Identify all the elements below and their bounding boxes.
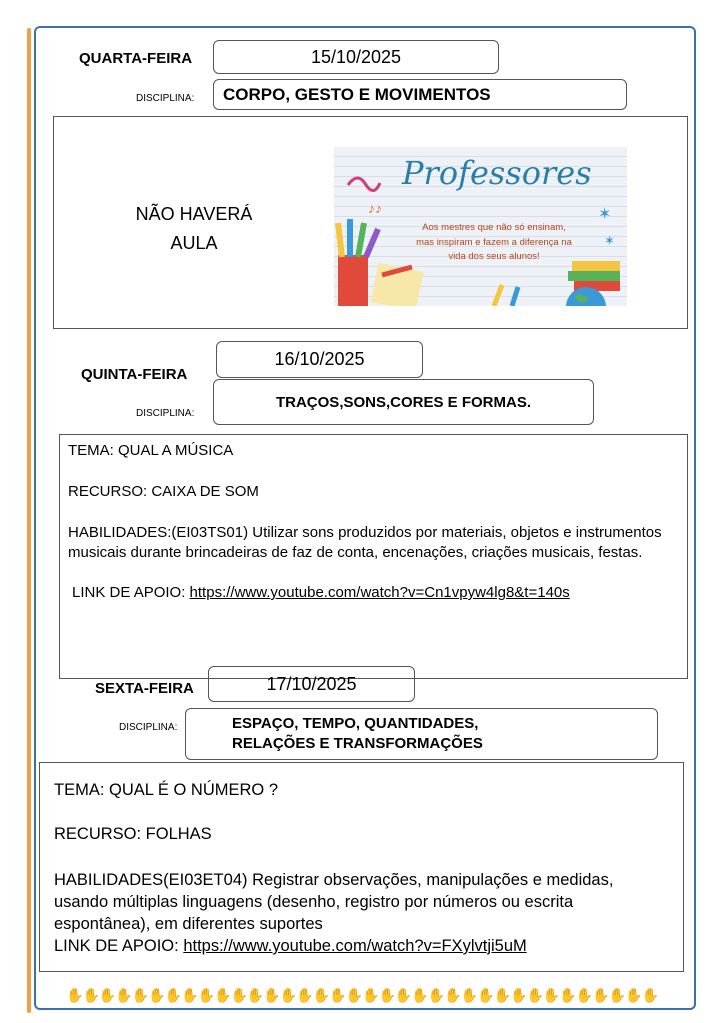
thursday-discipline-label: DISCIPLINA: [136, 408, 195, 419]
pencil-cup-icon [338, 255, 368, 306]
hand-icon: ✋ [296, 987, 313, 1004]
hand-icon: ✋ [230, 987, 247, 1004]
hand-icon: ✋ [148, 987, 165, 1004]
squiggle-decoration [348, 178, 380, 191]
poster-line1: Aos mestres que não só ensinam, [422, 222, 566, 233]
hand-icon: ✋ [329, 987, 346, 1004]
friday-discipline-label: DISCIPLINA: [119, 722, 178, 733]
friday-discipline-line2: RELAÇÕES E TRANSFORMAÇÕES [232, 735, 483, 752]
hand-icon: ✋ [362, 987, 379, 1004]
wednesday-date-text: 15/10/2025 [310, 46, 402, 67]
hand-icon: ✋ [411, 987, 428, 1004]
hand-group-icon [461, 987, 527, 1004]
thursday-date [216, 341, 423, 378]
thursday-discipline [213, 379, 594, 425]
friday-discipline [185, 708, 658, 760]
hand-icon: ✋ [115, 987, 132, 1004]
wednesday-discipline-text: CORPO, GESTO E MOVIMENTOS [223, 84, 491, 104]
hand-icon: ✋ [246, 987, 264, 1004]
no-class-line2: AULA [170, 233, 218, 253]
hand-icon: ✋ [345, 987, 362, 1004]
colorful-hands-border [66, 985, 658, 1005]
hand-icon: ✋ [427, 987, 445, 1004]
wednesday-discipline [213, 79, 627, 110]
hand-group-icon [66, 987, 132, 1004]
wednesday-day-label: QUARTA-FEIRA [79, 50, 193, 67]
wednesday-date [213, 40, 499, 74]
hand-icon: ✋ [559, 987, 576, 1004]
hand-icon: ✋ [608, 987, 626, 1004]
orange-border-accent [27, 28, 31, 1013]
thursday-support-link-row [68, 583, 679, 603]
hand-icon: ✋ [378, 987, 395, 1004]
thursday-date-text: 16/10/2025 [274, 349, 365, 369]
hand-icon: ✋ [592, 987, 609, 1004]
hand-group-icon [395, 987, 461, 1004]
friday-discipline-line1: ESPAÇO, TEMPO, QUANTIDADES, [232, 715, 479, 732]
teachers-day-poster [334, 147, 627, 306]
thursday-skills: HABILIDADES:(EI03TS01) Utilizar sons produzidos por materiais, objetos e instrumentos musicais durante brincadeiras de faz de conta, encenações, criações musicais, festas. [68, 524, 662, 561]
thursday-day-label: QUINTA-FEIRA [81, 366, 188, 383]
hand-group-icon [329, 987, 395, 1004]
friday-day-label: SEXTA-FEIRA [95, 680, 194, 697]
friday-theme: TEMA: QUAL É O NÚMERO ? [54, 781, 279, 799]
friday-support-link[interactable]: https://www.youtube.com/watch?v=FXylvtji5uM [183, 937, 527, 955]
hand-icon: ✋ [82, 987, 99, 1004]
thursday-discipline-text: TRAÇOS,SONS,CORES E FORMAS. [275, 393, 532, 411]
pencil-purple-icon [366, 229, 378, 257]
friday-link-label: LINK DE APOIO: [54, 937, 179, 955]
hand-icon: ✋ [575, 987, 593, 1004]
poster-line3: vida dos seus alunos! [448, 251, 540, 262]
friday-skills: HABILIDADES(EI03ET04) Registrar observações, manipulações e medidas, usando múltiplas linguagens (desenho, registro por números ou escrita espontânea), em diferentes suportes [54, 871, 614, 933]
hand-icon: ✋ [510, 987, 527, 1004]
hand-icon: ✋ [197, 987, 214, 1004]
hand-icon: ✋ [66, 987, 83, 1004]
friday-support-link-row [54, 935, 669, 957]
no-class-notice [110, 200, 278, 258]
hand-group-icon [592, 987, 658, 1004]
book-green-icon [568, 271, 620, 281]
hand-group-icon [198, 987, 264, 1004]
hand-icon: ✋ [98, 987, 116, 1004]
music-note-decoration: ♪♪ [368, 200, 382, 216]
hand-icon: ✋ [164, 987, 182, 1004]
crayon-blue-icon [512, 287, 518, 306]
no-class-line1: NÃO HAVERÁ [135, 204, 253, 224]
thursday-theme: TEMA: QUAL A MÚSICA [68, 442, 234, 459]
hand-icon: ✋ [181, 987, 198, 1004]
hand-icon: ✋ [444, 987, 461, 1004]
friday-date-text: 17/10/2025 [266, 673, 357, 694]
friday-resource: RECURSO: FOLHAS [54, 825, 212, 843]
thursday-link-label: LINK DE APOIO: [72, 584, 186, 601]
hand-group-icon [132, 987, 198, 1004]
thursday-support-link[interactable]: https://www.youtube.com/watch?v=Cn1vpyw4lg8&t=140s [189, 584, 570, 601]
thursday-resource: RECURSO: CAIXA DE SOM [68, 483, 259, 500]
hand-icon: ✋ [526, 987, 543, 1004]
hand-icon: ✋ [279, 987, 297, 1004]
pencil-yellow-icon [338, 223, 342, 257]
star-icon: ✶ [598, 204, 612, 223]
hand-icon: ✋ [460, 987, 478, 1004]
thursday-content-box [59, 434, 688, 679]
hand-icon: ✋ [542, 987, 560, 1004]
star-small-icon: ✶ [604, 234, 615, 249]
poster-message [384, 221, 604, 265]
hand-icon: ✋ [477, 987, 494, 1004]
poster-line2: mas inspiram e fazem a diferença na [416, 236, 572, 248]
hand-group-icon [263, 987, 329, 1004]
hand-icon: ✋ [131, 987, 149, 1004]
hand-icon: ✋ [625, 987, 642, 1004]
friday-content-box [39, 762, 684, 972]
poster-title: Professores [402, 154, 592, 192]
hand-icon: ✋ [263, 987, 280, 1004]
hand-icon: ✋ [493, 987, 510, 1004]
hand-icon: ✋ [312, 987, 330, 1004]
wednesday-discipline-label: DISCIPLINA: [136, 93, 195, 104]
pencil-green-icon [358, 223, 364, 257]
friday-date [208, 666, 415, 702]
hand-icon: ✋ [214, 987, 231, 1004]
hand-icon: ✋ [394, 987, 412, 1004]
crayon-icon [494, 285, 502, 306]
hand-icon: ✋ [641, 987, 658, 1004]
hand-group-icon [526, 987, 592, 1004]
